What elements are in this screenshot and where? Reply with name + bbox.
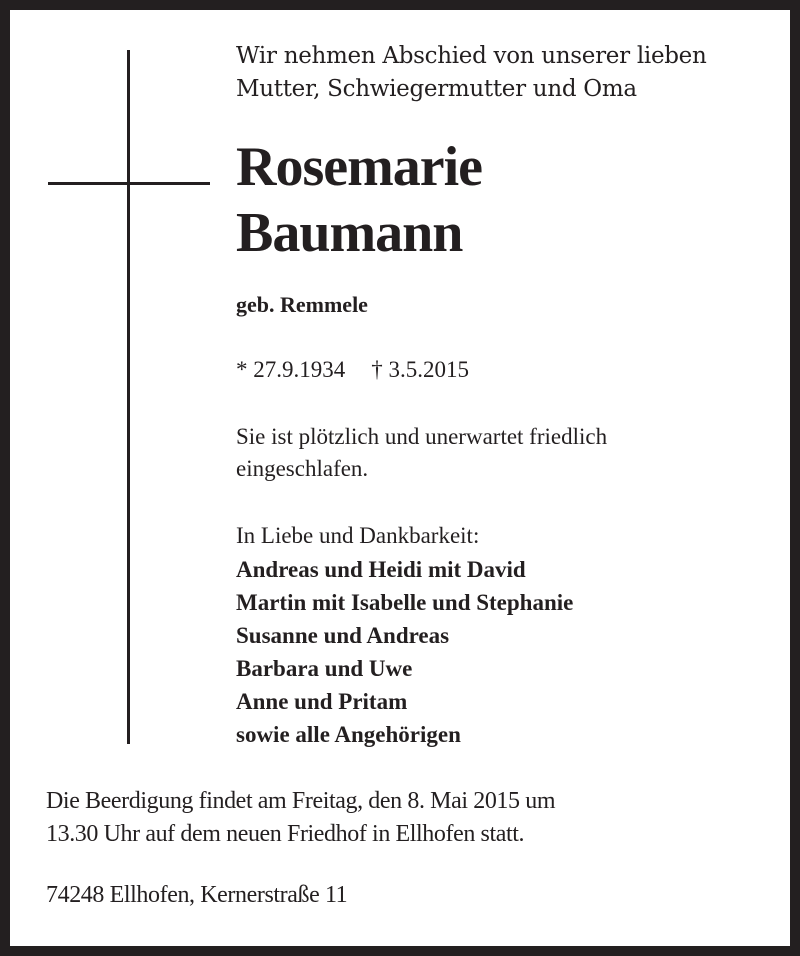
family-entry: Andreas und Heidi mit David [236, 557, 526, 582]
passing-line: Sie ist plötzlich und unerwartet friedlich [236, 424, 608, 449]
intro-line: Mutter, Schwiegermutter und Oma [236, 76, 637, 102]
cross-vertical-bar [127, 50, 130, 744]
intro-line: Wir nehmen Abschied von unserer lieben [236, 43, 707, 69]
cross-horizontal-bar [48, 182, 210, 185]
birth-date: * 27.9.1934 [236, 357, 346, 382]
funeral-line: Die Beerdigung findet am Freitag, den 8. Mai 2015 um [46, 788, 556, 814]
family-entry: Anne und Pritam [236, 689, 408, 714]
last-name: Baumann [236, 202, 463, 264]
funeral-line: 13.30 Uhr auf dem neuen Friedhof in Ellhofen statt. [46, 821, 525, 847]
family-entry: sowie alle Angehörigen [236, 722, 461, 747]
family-entry: Martin mit Isabelle und Stephanie [236, 590, 574, 615]
family-list [236, 553, 573, 751]
passing-text [236, 421, 607, 485]
family-entry: Susanne und Andreas [236, 623, 450, 648]
life-dates [236, 357, 469, 383]
obituary-notice [10, 10, 790, 946]
funeral-info [46, 785, 555, 851]
family-entry: Barbara und Uwe [236, 656, 413, 681]
intro-text [236, 40, 707, 106]
maiden-name: geb. Remmele [236, 292, 368, 317]
deceased-name [236, 134, 482, 266]
first-name: Rosemarie [236, 136, 483, 198]
passing-line: eingeschlafen. [236, 456, 369, 481]
address: 74248 Ellhofen, Kernerstraße 11 [46, 882, 348, 908]
thanks-heading: In Liebe und Dankbarkeit: [236, 523, 480, 548]
death-date: † 3.5.2015 [371, 357, 469, 382]
